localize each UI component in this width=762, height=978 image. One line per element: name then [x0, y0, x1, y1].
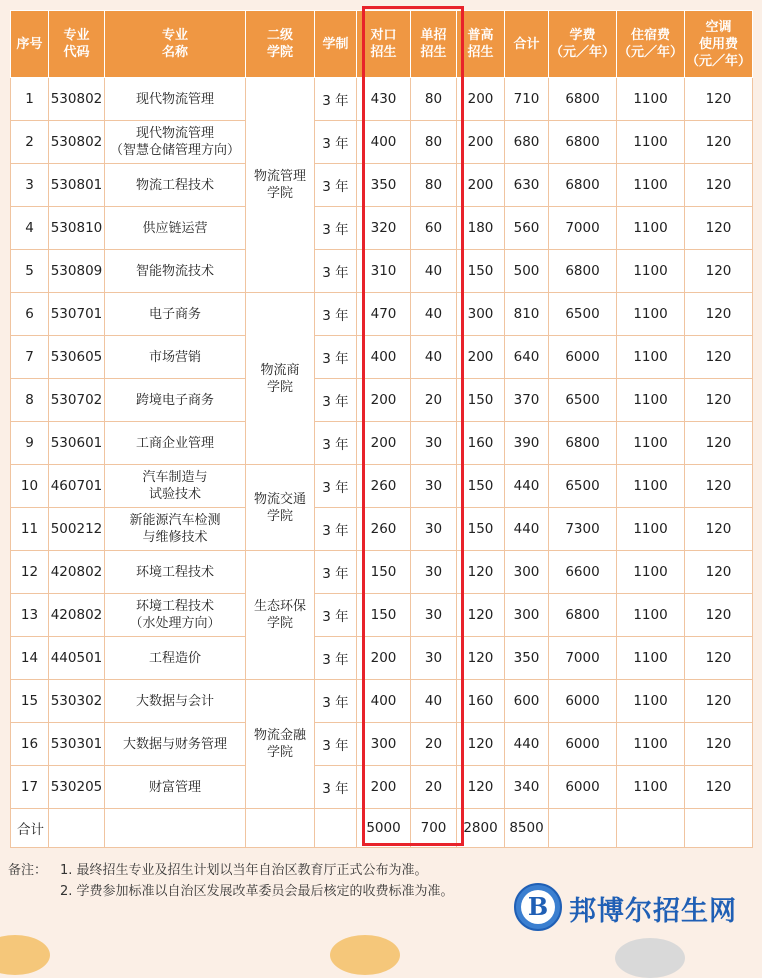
cell-ac: 120	[685, 723, 753, 766]
cell-dorm: 1100	[617, 78, 685, 121]
cell-dorm: 1100	[617, 422, 685, 465]
cell-ac: 120	[685, 207, 753, 250]
cell-code: 530702	[49, 379, 105, 422]
cell-years: 3 年	[315, 250, 357, 293]
header-ac: 空调 使用费 （元／年）	[685, 11, 753, 78]
cell-tuition: 6000	[549, 766, 617, 809]
cell-ac: 120	[685, 336, 753, 379]
cell-pugao: 120	[457, 766, 505, 809]
header-college: 二级 学院	[246, 11, 315, 78]
cell-pugao: 120	[457, 723, 505, 766]
cell-no: 5	[11, 250, 49, 293]
cell-no: 10	[11, 465, 49, 508]
cell-total: 600	[505, 680, 549, 723]
cell-pugao: 160	[457, 680, 505, 723]
cell-name: 物流工程技术	[105, 164, 246, 207]
cell-tuition: 6800	[549, 78, 617, 121]
cell-code: 530802	[49, 78, 105, 121]
cell-total: 710	[505, 78, 549, 121]
cell-no: 3	[11, 164, 49, 207]
table-row	[11, 422, 753, 465]
cell-dorm: 1100	[617, 594, 685, 637]
cell-code: 530205	[49, 766, 105, 809]
cell-tuition: 7000	[549, 637, 617, 680]
cell-name: 跨境电子商务	[105, 379, 246, 422]
cell-duikou: 300	[357, 723, 411, 766]
cell-duikou: 260	[357, 508, 411, 551]
table-row	[11, 250, 753, 293]
cell-years: 3 年	[315, 207, 357, 250]
cell-duikou: 200	[357, 379, 411, 422]
cell-college: 物流管理 学院	[246, 78, 315, 293]
cell-years: 3 年	[315, 766, 357, 809]
cell-pugao: 150	[457, 379, 505, 422]
cell-dorm: 1100	[617, 551, 685, 594]
cell-empty	[315, 809, 357, 848]
cell-no: 12	[11, 551, 49, 594]
cell-ac: 120	[685, 164, 753, 207]
cell-tuition: 6800	[549, 422, 617, 465]
cell-years: 3 年	[315, 293, 357, 336]
cell-total: 300	[505, 551, 549, 594]
cell-empty	[105, 809, 246, 848]
cell-empty	[49, 809, 105, 848]
cell-code: 440501	[49, 637, 105, 680]
cell-no: 8	[11, 379, 49, 422]
cell-duikou: 430	[357, 78, 411, 121]
watermark	[513, 880, 758, 934]
total-total: 8500	[505, 809, 549, 848]
cell-danzhao: 30	[411, 508, 457, 551]
cell-ac: 120	[685, 465, 753, 508]
cell-total: 630	[505, 164, 549, 207]
cell-pugao: 200	[457, 164, 505, 207]
cell-tuition: 6000	[549, 680, 617, 723]
cell-tuition: 6500	[549, 379, 617, 422]
cell-total: 440	[505, 723, 549, 766]
cell-ac: 120	[685, 766, 753, 809]
cell-code: 530601	[49, 422, 105, 465]
cell-total: 560	[505, 207, 549, 250]
cell-duikou: 320	[357, 207, 411, 250]
cell-ac: 120	[685, 379, 753, 422]
cell-duikou: 400	[357, 336, 411, 379]
enrollment-plan-table	[10, 10, 753, 848]
total-duikou: 5000	[357, 809, 411, 848]
cell-dorm: 1100	[617, 508, 685, 551]
cell-name: 工商企业管理	[105, 422, 246, 465]
svg-text:B: B	[527, 892, 549, 921]
cell-ac: 120	[685, 508, 753, 551]
cell-years: 3 年	[315, 78, 357, 121]
cell-college: 生态环保 学院	[246, 551, 315, 680]
cell-total: 810	[505, 293, 549, 336]
cell-name: 环境工程技术	[105, 551, 246, 594]
cell-ac: 120	[685, 551, 753, 594]
cell-no: 4	[11, 207, 49, 250]
cell-no: 1	[11, 78, 49, 121]
header-code: 专业 代码	[49, 11, 105, 78]
cell-tuition: 6800	[549, 164, 617, 207]
cell-pugao: 200	[457, 336, 505, 379]
cell-name: 财富管理	[105, 766, 246, 809]
cell-college: 物流交通 学院	[246, 465, 315, 551]
cell-pugao: 200	[457, 121, 505, 164]
cell-pugao: 120	[457, 637, 505, 680]
cell-tuition: 7000	[549, 207, 617, 250]
cell-name: 供应链运营	[105, 207, 246, 250]
cell-duikou: 200	[357, 637, 411, 680]
cell-total: 300	[505, 594, 549, 637]
cell-name: 工程造价	[105, 637, 246, 680]
cell-no: 9	[11, 422, 49, 465]
cell-ac: 120	[685, 293, 753, 336]
cell-code: 530809	[49, 250, 105, 293]
note-1: 1. 最终招生专业及招生计划以当年自治区教育厅正式公布为准。	[60, 863, 428, 878]
total-pugao: 2800	[457, 809, 505, 848]
cell-code: 530605	[49, 336, 105, 379]
cell-tuition: 6800	[549, 250, 617, 293]
cell-total: 340	[505, 766, 549, 809]
header-tuition: 学费 （元／年）	[549, 11, 617, 78]
cell-danzhao: 20	[411, 723, 457, 766]
cell-name: 智能物流技术	[105, 250, 246, 293]
cell-dorm: 1100	[617, 336, 685, 379]
header-name: 专业 名称	[105, 11, 246, 78]
cell-danzhao: 40	[411, 336, 457, 379]
cell-duikou: 470	[357, 293, 411, 336]
cell-duikou: 200	[357, 766, 411, 809]
cell-empty	[617, 809, 685, 848]
cell-no: 16	[11, 723, 49, 766]
cell-years: 3 年	[315, 594, 357, 637]
cell-ac: 120	[685, 422, 753, 465]
cell-duikou: 260	[357, 465, 411, 508]
note-2: 2. 学费参加标准以自治区发展改革委员会最后核定的收费标准为准。	[60, 884, 454, 899]
table-row	[11, 551, 753, 594]
table-row	[11, 637, 753, 680]
cell-pugao: 120	[457, 594, 505, 637]
cell-code: 530801	[49, 164, 105, 207]
header-total: 合计	[505, 11, 549, 78]
cell-dorm: 1100	[617, 293, 685, 336]
cell-code: 530701	[49, 293, 105, 336]
cell-duikou: 200	[357, 422, 411, 465]
cell-years: 3 年	[315, 508, 357, 551]
cell-empty	[685, 809, 753, 848]
cell-duikou: 400	[357, 680, 411, 723]
cell-duikou: 400	[357, 121, 411, 164]
cell-years: 3 年	[315, 680, 357, 723]
cell-ac: 120	[685, 594, 753, 637]
cell-pugao: 120	[457, 551, 505, 594]
cell-tuition: 6800	[549, 594, 617, 637]
watermark-logo-icon	[513, 882, 563, 932]
cell-empty	[246, 809, 315, 848]
notes-label: 备注：	[8, 863, 48, 878]
table-row	[11, 379, 753, 422]
cell-dorm: 1100	[617, 207, 685, 250]
cell-no: 2	[11, 121, 49, 164]
cell-total: 390	[505, 422, 549, 465]
decorative-circle-middle	[330, 935, 400, 975]
cell-total: 440	[505, 508, 549, 551]
cell-dorm: 1100	[617, 465, 685, 508]
cell-danzhao: 40	[411, 250, 457, 293]
cell-ac: 120	[685, 250, 753, 293]
cell-years: 3 年	[315, 723, 357, 766]
decorative-circle-left	[0, 935, 50, 975]
cell-total: 350	[505, 637, 549, 680]
cell-years: 3 年	[315, 465, 357, 508]
header-duikou: 对口 招生	[357, 11, 411, 78]
table-row	[11, 293, 753, 336]
cell-tuition: 6800	[549, 121, 617, 164]
cell-years: 3 年	[315, 164, 357, 207]
cell-name: 现代物流管理	[105, 78, 246, 121]
total-danzhao: 700	[411, 809, 457, 848]
cell-dorm: 1100	[617, 379, 685, 422]
cell-code: 420802	[49, 594, 105, 637]
cell-danzhao: 30	[411, 465, 457, 508]
cell-danzhao: 40	[411, 680, 457, 723]
cell-danzhao: 30	[411, 422, 457, 465]
table-row	[11, 465, 753, 508]
table-row	[11, 594, 753, 637]
cell-name: 汽车制造与 试验技术	[105, 465, 246, 508]
decorative-circle-right	[615, 938, 685, 978]
cell-code: 530802	[49, 121, 105, 164]
cell-danzhao: 60	[411, 207, 457, 250]
header-no: 序号	[11, 11, 49, 78]
cell-danzhao: 30	[411, 594, 457, 637]
cell-years: 3 年	[315, 379, 357, 422]
cell-empty	[549, 809, 617, 848]
cell-name: 环境工程技术 （水处理方向）	[105, 594, 246, 637]
cell-college: 物流商 学院	[246, 293, 315, 465]
cell-dorm: 1100	[617, 637, 685, 680]
cell-name: 新能源汽车检测 与维修技术	[105, 508, 246, 551]
table-row	[11, 121, 753, 164]
cell-no: 15	[11, 680, 49, 723]
table-row	[11, 164, 753, 207]
header-years: 学制	[315, 11, 357, 78]
cell-total: 440	[505, 465, 549, 508]
cell-ac: 120	[685, 680, 753, 723]
cell-tuition: 6000	[549, 723, 617, 766]
cell-tuition: 6600	[549, 551, 617, 594]
cell-tuition: 6500	[549, 293, 617, 336]
cell-dorm: 1100	[617, 250, 685, 293]
cell-no: 6	[11, 293, 49, 336]
cell-code: 530810	[49, 207, 105, 250]
table-row	[11, 766, 753, 809]
cell-years: 3 年	[315, 121, 357, 164]
cell-no: 14	[11, 637, 49, 680]
cell-duikou: 310	[357, 250, 411, 293]
enrollment-table-sheet	[10, 10, 752, 844]
table-total-row	[11, 809, 753, 848]
cell-danzhao: 20	[411, 766, 457, 809]
cell-danzhao: 80	[411, 121, 457, 164]
cell-pugao: 160	[457, 422, 505, 465]
cell-pugao: 300	[457, 293, 505, 336]
cell-ac: 120	[685, 637, 753, 680]
header-danzhao: 单招 招生	[411, 11, 457, 78]
cell-danzhao: 20	[411, 379, 457, 422]
header-pugao: 普高 招生	[457, 11, 505, 78]
cell-years: 3 年	[315, 422, 357, 465]
cell-dorm: 1100	[617, 680, 685, 723]
total-label: 合计	[11, 809, 49, 848]
cell-no: 11	[11, 508, 49, 551]
cell-duikou: 150	[357, 594, 411, 637]
table-row	[11, 336, 753, 379]
cell-code: 460701	[49, 465, 105, 508]
watermark-text: 邦博尔招生网	[569, 896, 737, 927]
cell-pugao: 150	[457, 250, 505, 293]
cell-pugao: 200	[457, 78, 505, 121]
cell-name: 市场营销	[105, 336, 246, 379]
cell-name: 大数据与会计	[105, 680, 246, 723]
cell-total: 640	[505, 336, 549, 379]
cell-danzhao: 80	[411, 164, 457, 207]
table-row	[11, 508, 753, 551]
cell-years: 3 年	[315, 551, 357, 594]
cell-name: 大数据与财务管理	[105, 723, 246, 766]
cell-danzhao: 30	[411, 637, 457, 680]
cell-dorm: 1100	[617, 766, 685, 809]
cell-total: 680	[505, 121, 549, 164]
cell-no: 13	[11, 594, 49, 637]
cell-name: 现代物流管理 （智慧仓储管理方向）	[105, 121, 246, 164]
table-row	[11, 78, 753, 121]
cell-ac: 120	[685, 78, 753, 121]
cell-danzhao: 40	[411, 293, 457, 336]
table-row	[11, 680, 753, 723]
table-row	[11, 723, 753, 766]
cell-pugao: 180	[457, 207, 505, 250]
cell-code: 500212	[49, 508, 105, 551]
cell-tuition: 7300	[549, 508, 617, 551]
cell-no: 17	[11, 766, 49, 809]
cell-ac: 120	[685, 121, 753, 164]
cell-tuition: 6500	[549, 465, 617, 508]
header-dorm: 住宿费 （元／年）	[617, 11, 685, 78]
cell-code: 530301	[49, 723, 105, 766]
cell-code: 420802	[49, 551, 105, 594]
cell-danzhao: 30	[411, 551, 457, 594]
cell-duikou: 350	[357, 164, 411, 207]
cell-dorm: 1100	[617, 164, 685, 207]
table-header-row	[11, 11, 753, 78]
cell-danzhao: 80	[411, 78, 457, 121]
cell-years: 3 年	[315, 336, 357, 379]
cell-total: 500	[505, 250, 549, 293]
cell-total: 370	[505, 379, 549, 422]
cell-college: 物流金融 学院	[246, 680, 315, 809]
table-body	[11, 78, 753, 848]
cell-code: 530302	[49, 680, 105, 723]
cell-dorm: 1100	[617, 723, 685, 766]
cell-pugao: 150	[457, 508, 505, 551]
cell-name: 电子商务	[105, 293, 246, 336]
cell-duikou: 150	[357, 551, 411, 594]
table-row	[11, 207, 753, 250]
cell-no: 7	[11, 336, 49, 379]
cell-tuition: 6000	[549, 336, 617, 379]
cell-dorm: 1100	[617, 121, 685, 164]
cell-years: 3 年	[315, 637, 357, 680]
cell-pugao: 150	[457, 465, 505, 508]
